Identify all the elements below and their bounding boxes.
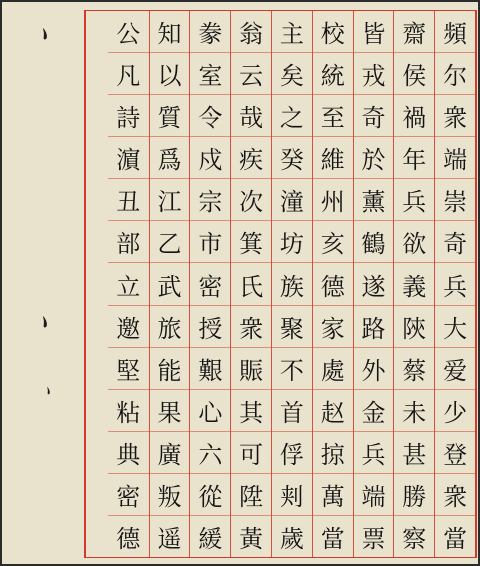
character-cell: 勝 bbox=[394, 474, 434, 516]
character-cell: 處 bbox=[313, 348, 353, 390]
character-cell: 侯 bbox=[394, 53, 434, 95]
text-column bbox=[271, 11, 312, 557]
character-cell: 爱 bbox=[435, 348, 475, 390]
character-cell: 亥 bbox=[313, 221, 353, 263]
character-cell: 江 bbox=[150, 179, 190, 221]
character-cell: 哉 bbox=[231, 95, 271, 137]
character-cell: 赵 bbox=[313, 390, 353, 432]
character-cell: 家 bbox=[313, 306, 353, 348]
margin-mark: 、 bbox=[33, 6, 85, 60]
character-cell: 密 bbox=[190, 263, 230, 305]
character-cell: 主 bbox=[272, 11, 312, 53]
character-cell: 察 bbox=[402, 524, 427, 553]
text-column bbox=[108, 11, 149, 557]
character-cell: 戎 bbox=[354, 53, 394, 95]
character-cell: 兵 bbox=[354, 432, 394, 474]
character-cell: 德 bbox=[116, 524, 141, 553]
character-cell: 衆 bbox=[231, 306, 271, 348]
character-cell: 詩 bbox=[108, 95, 149, 137]
character-cell: 以 bbox=[150, 53, 190, 95]
character-cell: 首 bbox=[272, 390, 312, 432]
character-cell: 族 bbox=[272, 263, 312, 305]
character-cell: 爲 bbox=[150, 137, 190, 179]
character-cell: 兵 bbox=[435, 263, 475, 305]
character-cell: 崇 bbox=[435, 179, 475, 221]
character-cell: 氏 bbox=[231, 263, 271, 305]
character-cell: 衆 bbox=[435, 95, 475, 137]
character-cell: 州 bbox=[313, 179, 353, 221]
character-cell: 奇 bbox=[435, 221, 475, 263]
character-cell: 心 bbox=[190, 390, 230, 432]
character-cell: 武 bbox=[150, 263, 190, 305]
character-cell: 密 bbox=[108, 474, 149, 516]
character-cell: 乙 bbox=[150, 221, 190, 263]
character-cell: 德 bbox=[313, 263, 353, 305]
character-cell: 禍 bbox=[394, 95, 434, 137]
character-cell: 遥 bbox=[157, 524, 182, 553]
character-cell: 能 bbox=[150, 348, 190, 390]
character-cell: 旅 bbox=[150, 306, 190, 348]
character-cell: 授 bbox=[190, 306, 230, 348]
character-cell: 豢 bbox=[190, 11, 230, 53]
character-cell: 年 bbox=[394, 137, 434, 179]
character-cell: 外 bbox=[354, 348, 394, 390]
character-cell: 甚 bbox=[394, 432, 434, 474]
character-cell: 萬 bbox=[313, 474, 353, 516]
character-cell: 於 bbox=[354, 137, 394, 179]
character-cell: 聚 bbox=[272, 306, 312, 348]
character-cell: 公 bbox=[108, 11, 149, 53]
character-cell: 金 bbox=[354, 390, 394, 432]
character-cell: 濵 bbox=[108, 137, 149, 179]
character-cell: 云 bbox=[231, 53, 271, 95]
character-cell: 欲 bbox=[394, 221, 434, 263]
character-cell: 潼 bbox=[272, 179, 312, 221]
character-cell: 艱 bbox=[190, 348, 230, 390]
character-cell: 遂 bbox=[354, 263, 394, 305]
character-cell: 市 bbox=[190, 221, 230, 263]
character-cell: 可 bbox=[231, 432, 271, 474]
character-cell: 質 bbox=[150, 95, 190, 137]
character-cell: 校 bbox=[313, 11, 353, 53]
character-cell: 大 bbox=[435, 306, 475, 348]
character-cell: 票 bbox=[361, 524, 386, 553]
character-cell: 戍 bbox=[190, 137, 230, 179]
character-cell: 鶴 bbox=[354, 221, 394, 263]
character-cell: 維 bbox=[313, 137, 353, 179]
text-column bbox=[353, 11, 394, 557]
character-cell: 疾 bbox=[231, 137, 271, 179]
character-cell: 少 bbox=[435, 390, 475, 432]
character-cell: 未 bbox=[394, 390, 434, 432]
character-cell: 至 bbox=[313, 95, 353, 137]
character-cell: 掠 bbox=[313, 432, 353, 474]
character-cell: 堅 bbox=[108, 348, 149, 390]
character-cell: 立 bbox=[108, 263, 149, 305]
character-cell: 端 bbox=[435, 137, 475, 179]
character-cell: 賑 bbox=[231, 348, 271, 390]
margin-mark: 、 bbox=[33, 294, 85, 348]
margin-mark: 、 bbox=[41, 374, 74, 408]
character-cell: 衆 bbox=[435, 474, 475, 516]
character-cell: 粘 bbox=[108, 390, 149, 432]
character-cell: 齋 bbox=[394, 11, 434, 53]
character-cell: 宗 bbox=[190, 179, 230, 221]
character-cell: 陝 bbox=[394, 306, 434, 348]
character-cell: 蔡 bbox=[394, 348, 434, 390]
character-cell: 室 bbox=[190, 53, 230, 95]
text-column bbox=[149, 11, 190, 557]
character-cell: 義 bbox=[394, 263, 434, 305]
character-cell: 俘 bbox=[272, 432, 312, 474]
text-column bbox=[230, 11, 271, 557]
character-cell: 癸 bbox=[272, 137, 312, 179]
character-cell: 丑 bbox=[108, 179, 149, 221]
character-cell: 叛 bbox=[150, 474, 190, 516]
left-margin bbox=[2, 2, 84, 564]
character-cell: 凡 bbox=[108, 53, 149, 95]
text-column bbox=[393, 11, 434, 557]
character-cell: 奇 bbox=[354, 95, 394, 137]
character-cell: 邀 bbox=[108, 306, 149, 348]
character-cell: 端 bbox=[354, 474, 394, 516]
character-cell: 之 bbox=[272, 95, 312, 137]
character-cell: 從 bbox=[190, 474, 230, 516]
character-cell: 當 bbox=[320, 524, 345, 553]
character-cell: 箕 bbox=[231, 221, 271, 263]
character-cell: 坊 bbox=[272, 221, 312, 263]
character-cell: 果 bbox=[150, 390, 190, 432]
character-cell: 路 bbox=[354, 306, 394, 348]
text-column bbox=[189, 11, 230, 557]
red-ruled-grid bbox=[84, 10, 477, 558]
character-cell: 其 bbox=[231, 390, 271, 432]
character-cell: 兵 bbox=[394, 179, 434, 221]
character-cell: 翁 bbox=[231, 11, 271, 53]
character-cell: 黃 bbox=[239, 524, 264, 553]
character-cell: 薰 bbox=[354, 179, 394, 221]
character-cell: 知 bbox=[150, 11, 190, 53]
character-cell: 皆 bbox=[354, 11, 394, 53]
character-cell: 尔 bbox=[435, 53, 475, 95]
character-cell: 登 bbox=[435, 432, 475, 474]
character-cell: 令 bbox=[190, 95, 230, 137]
character-cell: 歲 bbox=[279, 524, 304, 553]
text-column bbox=[312, 11, 353, 557]
character-cell: 不 bbox=[272, 348, 312, 390]
character-cell: 廣 bbox=[150, 432, 190, 474]
character-cell: 緩 bbox=[198, 524, 223, 553]
character-cell: 統 bbox=[313, 53, 353, 95]
character-cell: 陞 bbox=[231, 474, 271, 516]
character-cell: 次 bbox=[231, 179, 271, 221]
character-cell: 矣 bbox=[272, 53, 312, 95]
text-column bbox=[434, 11, 475, 557]
character-cell: 頻 bbox=[435, 11, 475, 53]
character-cell: 六 bbox=[190, 432, 230, 474]
character-cell: 刾 bbox=[272, 474, 312, 516]
character-cell: 典 bbox=[108, 432, 149, 474]
character-cell: 當 bbox=[443, 524, 468, 553]
character-cell: 部 bbox=[108, 221, 149, 263]
